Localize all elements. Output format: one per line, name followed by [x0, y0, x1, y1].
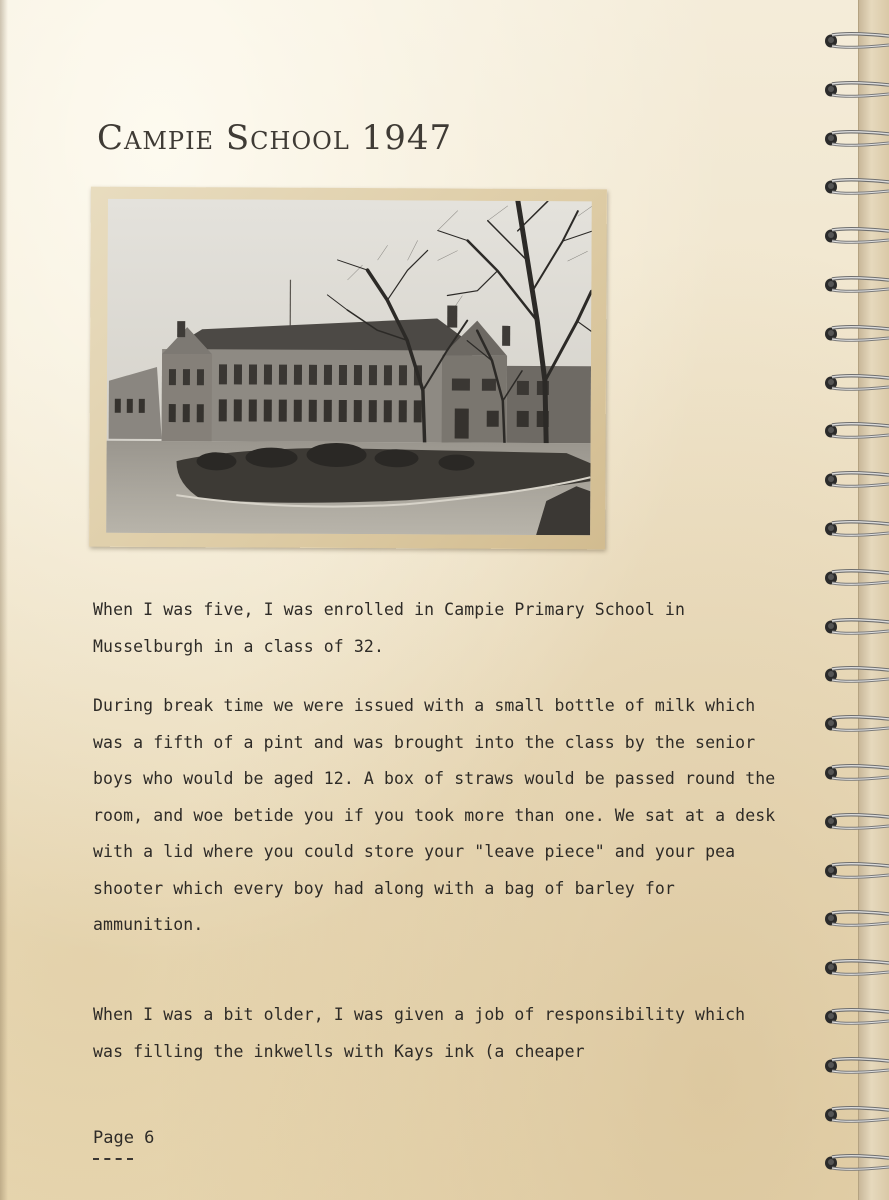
- binding-ring-icon: [820, 225, 889, 247]
- paragraph-inkwells: When I was a bit older, I was given a job of responsibility which was filling the inkwells with Kays ink (a cheaper: [93, 1005, 746, 1061]
- binding-ring-icon: [820, 908, 889, 930]
- binding-ring-icon: [820, 811, 889, 833]
- binding-ring-icon: [820, 567, 889, 589]
- binding-ring-icon: [820, 1152, 889, 1174]
- spiral-binding-icon: [820, 0, 889, 1200]
- binding-ring-icon: [820, 372, 889, 394]
- binding-ring-icon: [820, 128, 889, 150]
- binding-ring-icon: [820, 957, 889, 979]
- binding-ring-icon: [820, 1055, 889, 1077]
- binding-ring-icon: [820, 30, 889, 52]
- binding-ring-icon: [820, 616, 889, 638]
- binding-ring-icon: [820, 420, 889, 442]
- photo-frame: [89, 187, 607, 550]
- page-number: Page 6: [93, 1128, 155, 1148]
- paragraph-break-time: During break time we were issued with a small bottle of milk which was a fifth of a pint and was brought into the class by the senior boys who would be aged 12. A box of straws would be passed round the room, and woe betide you if you took more than one. We sat at a desk with a lid where you could store your "leave piece" and your pea shooter which every boy had along with a bag of barley for ammunition.: [93, 696, 776, 934]
- binding-ring-icon: [820, 274, 889, 296]
- binding-ring-icon: [820, 664, 889, 686]
- page-edge-shadow: [0, 0, 8, 1200]
- binding-ring-icon: [820, 713, 889, 735]
- binding-ring-icon: [820, 469, 889, 491]
- binding-ring-icon: [820, 323, 889, 345]
- paragraph-enrolment: When I was five, I was enrolled in Campie Primary School in Musselburgh in a class of 32.: [93, 600, 685, 656]
- page-title: Campie School 1947: [97, 118, 453, 158]
- binding-ring-icon: [820, 518, 889, 540]
- binding-ring-icon: [820, 1104, 889, 1126]
- binding-ring-icon: [820, 860, 889, 882]
- binding-ring-icon: [820, 1006, 889, 1028]
- binding-ring-icon: [820, 762, 889, 784]
- binding-ring-icon: [820, 79, 889, 101]
- page-number-rule: [93, 1158, 133, 1160]
- school-building-photo: [106, 199, 592, 536]
- binding-ring-icon: [820, 176, 889, 198]
